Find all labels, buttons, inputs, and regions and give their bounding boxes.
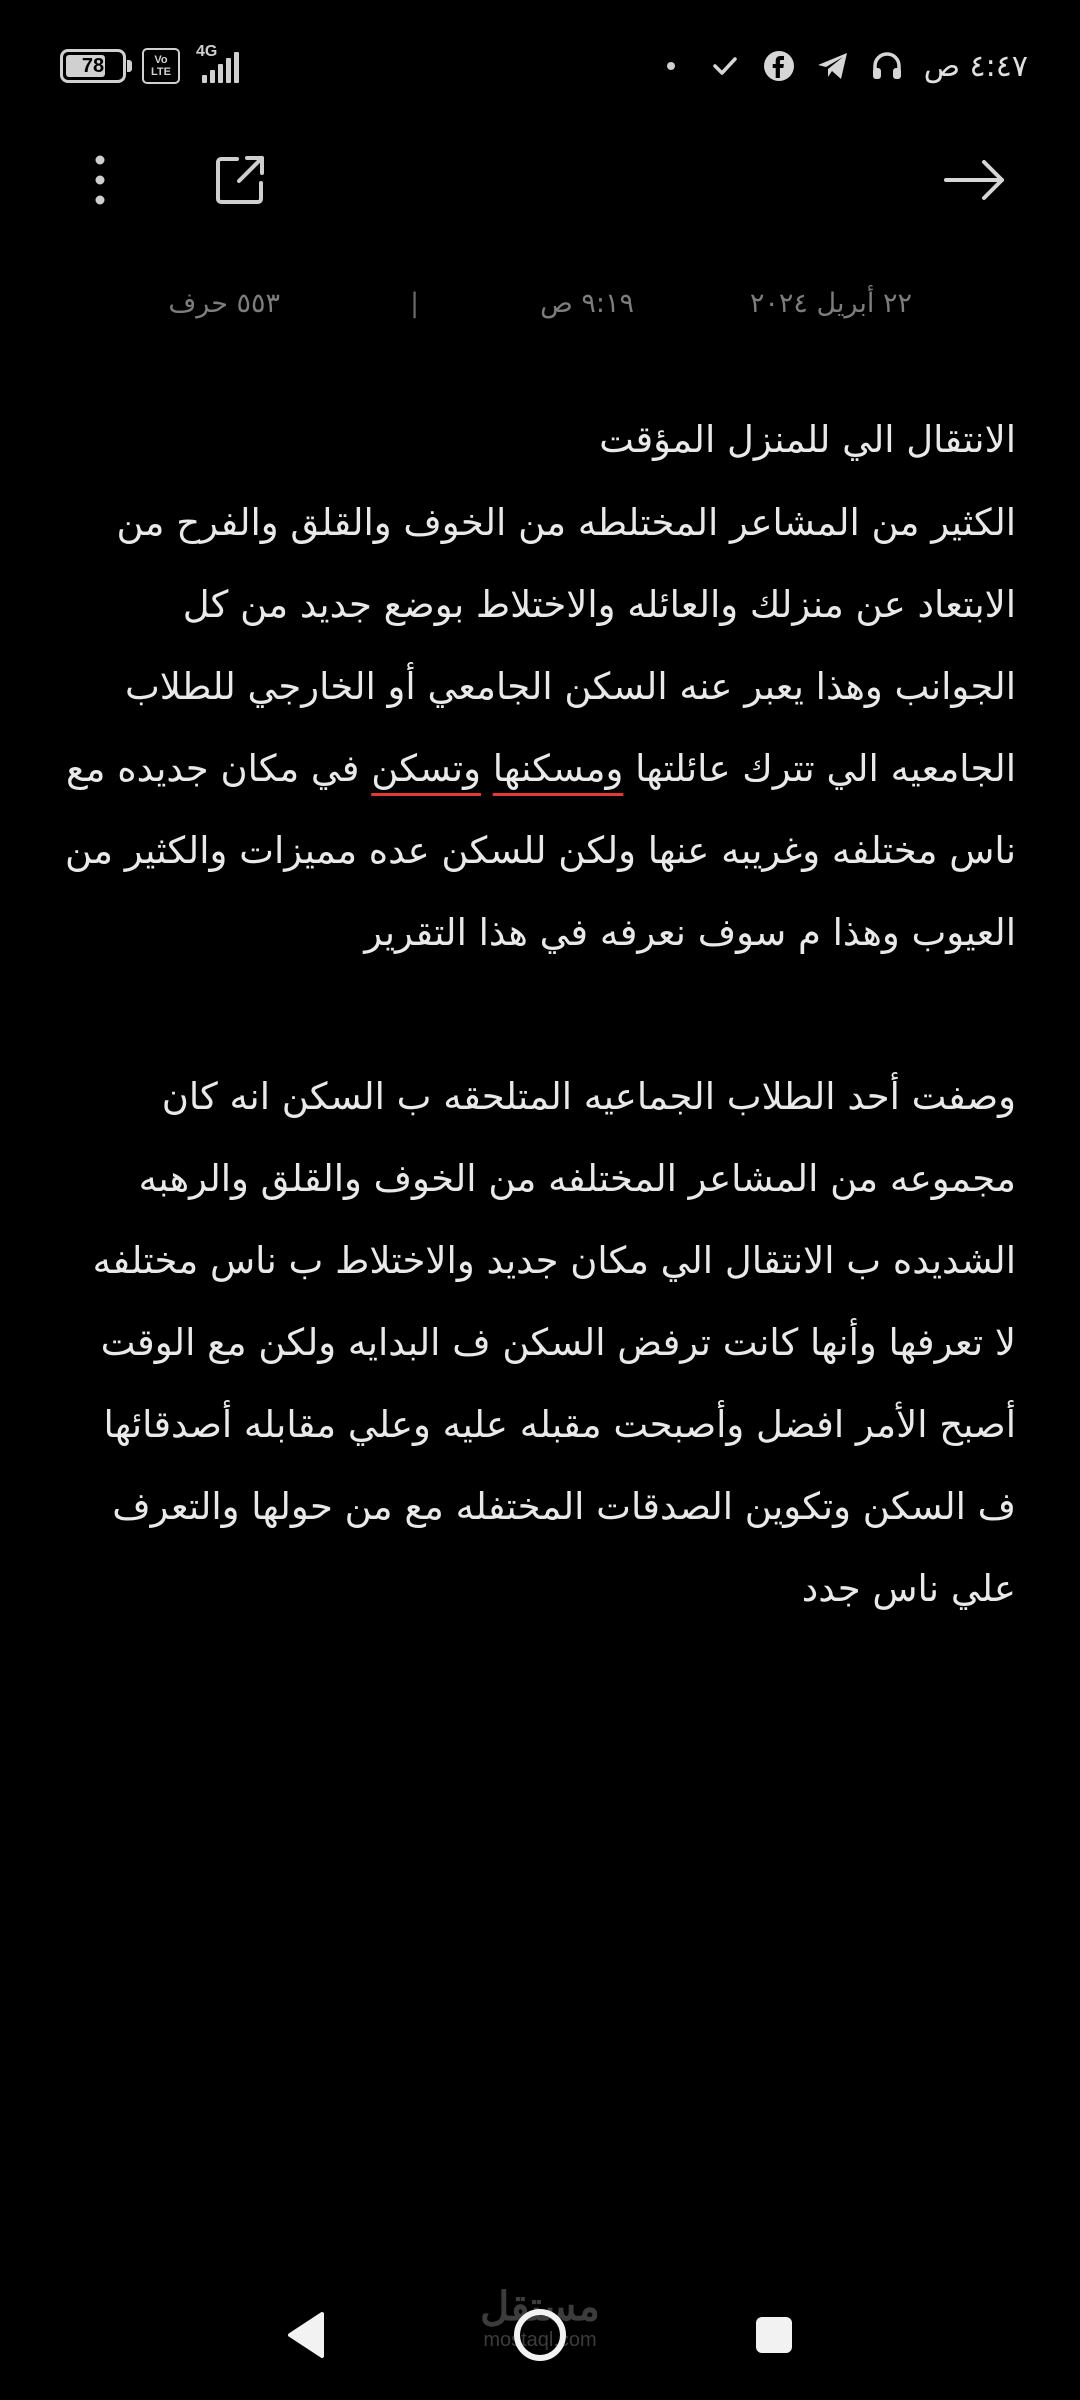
signal-bar — [202, 75, 207, 83]
back-button[interactable] — [930, 140, 1020, 220]
note-line: الكثير من المشاعر المختلطه من الخوف والقلق والفرح من — [116, 501, 1016, 544]
note-meta — [0, 288, 1080, 328]
telegram-icon — [816, 49, 850, 83]
signal-bar — [226, 58, 231, 83]
note-line: وصفت أحد الطلاب الجماعيه المتلحقه ب السكن انه كان — [161, 1075, 1016, 1118]
signal-bar — [218, 64, 223, 83]
note-line: مجموعه من المشاعر المختلفه من الخوف والقلق والرهبه — [138, 1157, 1016, 1200]
facebook-icon — [762, 49, 796, 83]
dot-icon — [654, 49, 688, 83]
note-line: لا تعرفها وأنها كانت ترفض السكن ف البدايه ولكن مع الوقت — [100, 1321, 1016, 1364]
status-bar — [60, 40, 1028, 92]
note-time: ٩:١٩ ص — [540, 288, 634, 319]
note-line: الجوانب وهذا يعبر عنه السكن الجامعي أو الخارجي للطلاب — [124, 665, 1016, 708]
status-right — [654, 49, 1028, 84]
note-paragraph[interactable] — [62, 1056, 1016, 1630]
watermark-arabic: مستقل — [480, 2285, 600, 2329]
note-title[interactable]: الانتقال الي للمنزل المؤقت — [599, 418, 1016, 461]
spellcheck-word[interactable]: ومسكنها — [492, 747, 624, 790]
check-icon — [708, 49, 742, 83]
arrow-right-icon — [942, 158, 1008, 202]
back-triangle-icon — [284, 2310, 328, 2360]
home-circle-icon — [512, 2307, 568, 2363]
nav-home-button[interactable] — [480, 2270, 600, 2400]
note-line: ناس مختلفه وغريبه عنها ولكن للسكن عده مميزات والكثير من — [65, 829, 1016, 872]
volte-icon — [142, 48, 180, 84]
volte-bottom-label: LTE — [151, 66, 171, 78]
watermark-latin: mostaql.com — [483, 2329, 597, 2351]
note-date: ٢٢ أبريل ٢٠٢٤ — [749, 288, 912, 319]
recents-square-icon — [753, 2314, 795, 2356]
more-vertical-icon — [90, 152, 110, 208]
share-external-icon — [213, 153, 267, 207]
note-line: أصبح الأمر افضل وأصبحت مقبله عليه وعلي مقابله أصدقائها — [103, 1403, 1016, 1446]
note-toolbar — [60, 140, 1020, 220]
note-line: الشديده ب الانتقال الي مكان جديد والاختلاط ب ناس مختلفه — [92, 1239, 1016, 1282]
note-line: الجامعيه الي تترك عائلتها ومسكنها وتسكن في مكان جديده مع — [65, 747, 1016, 790]
meta-divider: | — [410, 288, 420, 319]
status-left — [60, 43, 239, 84]
note-paragraph[interactable] — [62, 482, 1016, 974]
battery-level: 78 — [81, 54, 105, 77]
clock: ٤:٤٧ ص — [923, 48, 1028, 84]
signal-bar — [210, 70, 215, 83]
nav-recents-button[interactable] — [714, 2270, 834, 2400]
signal-bar — [234, 52, 239, 83]
system-navigation-bar — [0, 2270, 1080, 2400]
note-line: علي ناس جدد — [801, 1567, 1016, 1610]
volte-top-label: Vo — [154, 54, 168, 66]
share-button[interactable] — [200, 140, 280, 220]
character-count: ٥٥٣ حرف — [168, 288, 280, 319]
network-type: 4G — [196, 43, 218, 60]
note-line: الابتعاد عن منزلك والعائله والاختلاط بوضع جديد من كل — [182, 583, 1016, 626]
spellcheck-word[interactable]: وتسكن — [371, 747, 481, 790]
signal-icon — [196, 43, 239, 83]
more-options-button[interactable] — [60, 140, 140, 220]
nav-back-button[interactable] — [246, 2270, 366, 2400]
note-line: العيوب وهذا م سوف نعرفه في هذا التقرير — [364, 911, 1016, 954]
note-editor[interactable] — [62, 400, 1016, 1630]
battery-icon — [60, 49, 126, 83]
note-line: ف السكن وتكوين الصدقات المختفله مع من حولها والتعرف — [112, 1485, 1016, 1528]
headset-icon — [870, 49, 904, 83]
